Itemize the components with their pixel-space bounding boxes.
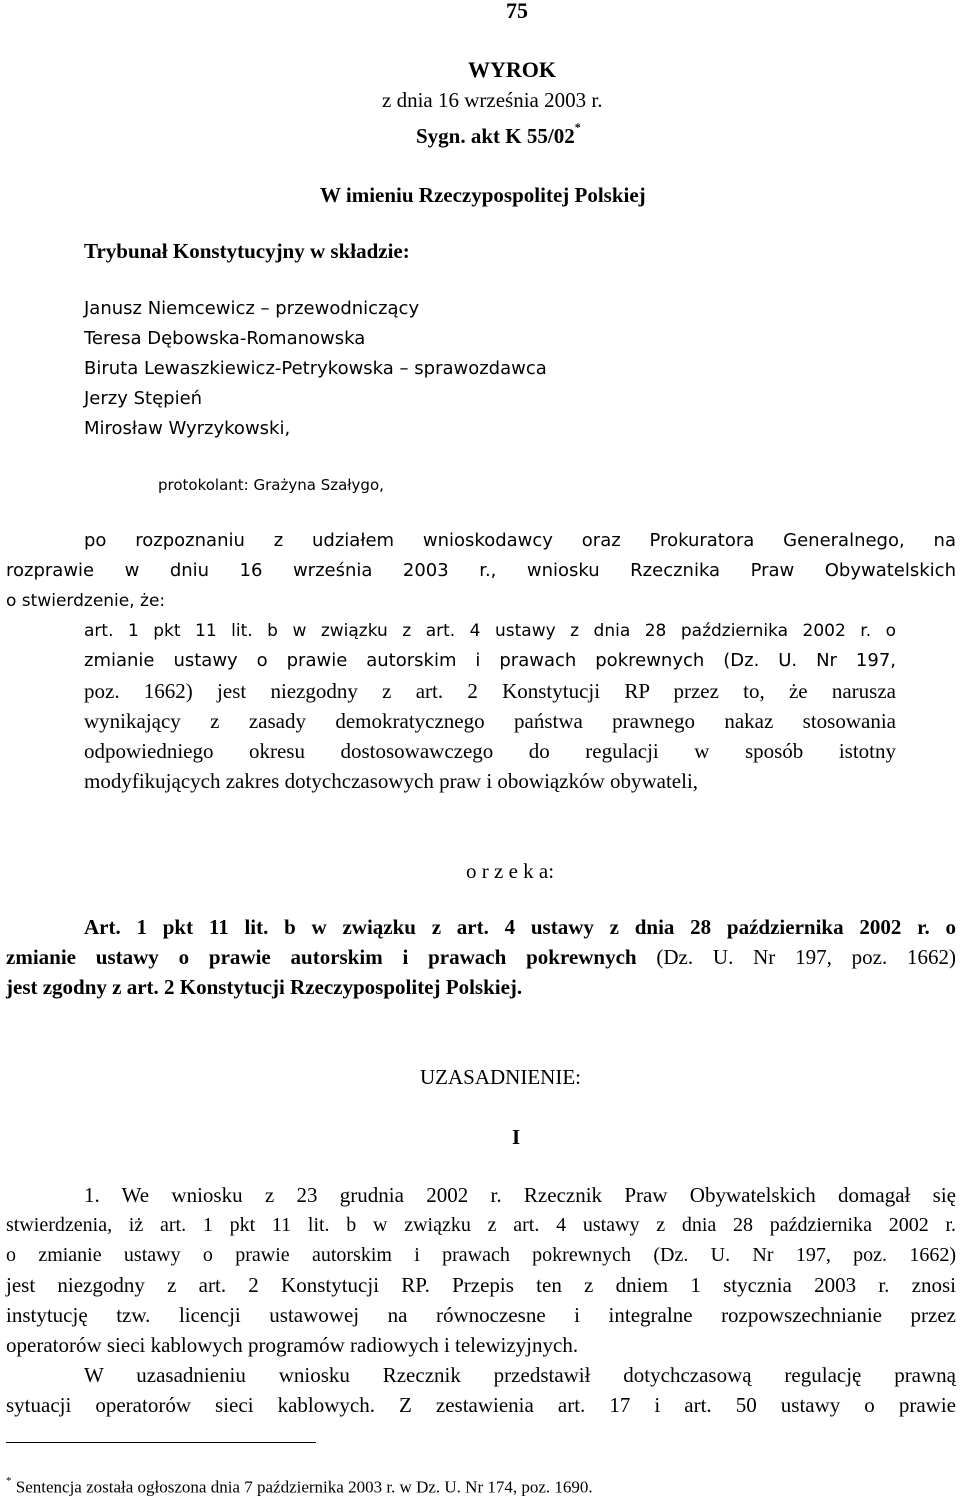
footnote — [6, 1468, 593, 1503]
footnote-text: Sentencja została ogłoszona dnia 7 października 2003 r. w Dz. U. Nr 174, poz. 1690. — [15, 1477, 593, 1497]
question-line: zmianie ustawy o prawie autorskim i prawach pokrewnych (Dz. U. Nr 197, — [84, 650, 896, 671]
ruling-line — [6, 942, 956, 972]
body-line: instytucję tzw. licencji ustawowej na równoczesne i integralne rozpowszechnianie przez — [6, 1303, 956, 1327]
intro-line: po rozpoznaniu z udziałem wnioskodawcy oraz Prokuratora Generalnego, na — [84, 530, 956, 551]
body-line: operatorów sieci kablowych programów radiowych i telewizyjnych. — [6, 1333, 579, 1357]
question-line: modyfikujących zakres dotychczasowych praw i obowiązków obywateli, — [84, 769, 699, 793]
body-line: W uzasadnieniu wniosku Rzecznik przedstawił dotychczasową regulację prawną — [84, 1363, 956, 1387]
question-line: poz. 1662) jest niezgodny z art. 2 Konstytucji RP przez to, że narusza — [84, 679, 896, 703]
ruling-line: Art. 1 pkt 11 lit. b w związku z art. 4 ustawy z dnia 28 października 2002 r. o — [84, 915, 956, 939]
member-line: Mirosław Wyrzykowski, — [84, 418, 291, 439]
invocation: W imieniu Rzeczypospolitej Polskiej — [320, 183, 646, 207]
member-line: Biruta Lewaszkiewicz-Petrykowska – sprawozdawca — [84, 358, 547, 379]
composition-heading: Trybunał Konstytucyjny w składzie: — [84, 239, 410, 263]
question-line: odpowiedniego okresu dostosowawczego do regulacji w sposób istotny — [84, 739, 896, 763]
footnote-mark: * — [6, 1475, 12, 1487]
question-line: wynikający z zasady demokratycznego państwa prawnego nakaz stosowania — [84, 709, 896, 733]
clerk-line: protokolant: Grażyna Szałygo, — [158, 476, 384, 494]
member-line: Teresa Dębowska-Romanowska — [84, 328, 366, 349]
justification-heading: UZASADNIENIE: — [420, 1065, 581, 1089]
intro-line: rozprawie w dniu 16 września 2003 r., wniosku Rzecznika Praw Obywatelskich — [6, 560, 956, 581]
question-line: art. 1 pkt 11 lit. b w związku z art. 4 ustawy z dnia 28 października 2002 r. o — [84, 621, 896, 641]
ruling-line: jest zgodny z art. 2 Konstytucji Rzeczypospolitej Polskiej. — [6, 975, 523, 999]
body-line: 1. We wniosku z 23 grudnia 2002 r. Rzecznik Praw Obywatelskich domagał się — [84, 1183, 956, 1207]
body-line: stwierdzenia, iż art. 1 pkt 11 lit. b w związku z art. 4 ustawy z dnia 28 października 2002 r. — [6, 1214, 956, 1236]
footnote-reference: * — [574, 120, 581, 134]
ruling-heading: o r z e k a: — [466, 859, 555, 883]
document-title: WYROK — [468, 57, 556, 82]
body-line: sytuacji operatorów sieci kablowych. Z zestawienia art. 17 i art. 50 ustawy o prawie — [6, 1393, 956, 1417]
footnote-separator — [6, 1442, 316, 1443]
member-line: Jerzy Stępień — [84, 388, 203, 409]
case-signature — [416, 116, 581, 151]
body-line: jest niezgodny z art. 2 Konstytucji RP. Przepis ten z dniem 1 stycznia 2003 r. znosi — [6, 1273, 956, 1297]
member-line: Janusz Niemcewicz – przewodniczący — [84, 298, 420, 319]
ruling-line-bold: zmianie ustawy o prawie autorskim i prawach pokrewnych — [6, 945, 637, 969]
body-line: o zmianie ustawy o prawie autorskim i prawach pokrewnych (Dz. U. Nr 197, poz. 1662) — [6, 1244, 956, 1266]
intro-line: o stwierdzenie, że: — [6, 591, 166, 611]
case-signature-text: Sygn. akt K 55/02 — [416, 124, 575, 148]
section-number: I — [512, 1125, 521, 1149]
ruling-date: z dnia 16 września 2003 r. — [382, 88, 603, 112]
page-number: 75 — [506, 0, 528, 23]
ruling-line-normal: (Dz. U. Nr 197, poz. 1662) — [636, 945, 957, 969]
